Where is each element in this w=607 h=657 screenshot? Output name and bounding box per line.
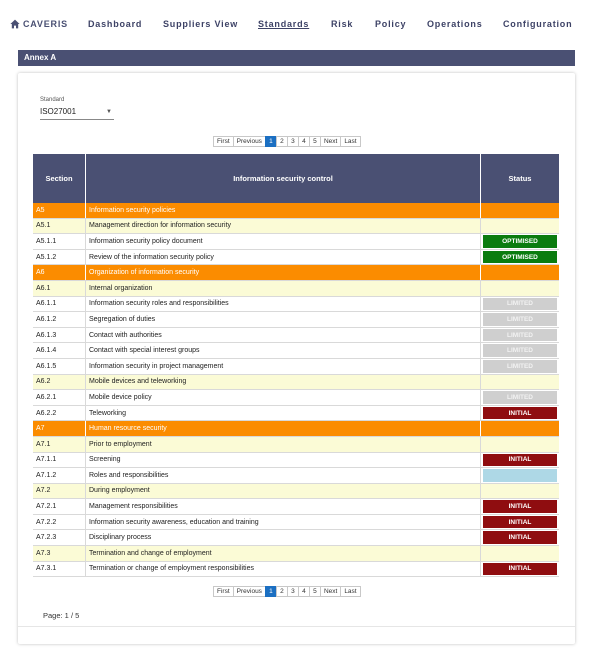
pager-previous[interactable]: Previous (233, 586, 266, 597)
row-control: Review of the information security policy (86, 250, 481, 265)
page-info: Page: 1 / 5 (43, 611, 80, 620)
row-section: A6.2.1 (33, 390, 86, 405)
status-badge: INITIAL (483, 563, 557, 576)
row-control: Mobile device policy (86, 390, 481, 405)
row-control: Information security policy document (86, 234, 481, 249)
pager-page-1[interactable]: 1 (265, 586, 277, 597)
row-control: Prior to employment (86, 437, 481, 452)
row-status-cell (481, 562, 559, 577)
status-badge: OPTIMISED (483, 235, 557, 248)
nav-policy[interactable]: Policy (375, 19, 407, 29)
pager-last[interactable]: Last (340, 136, 360, 147)
status-badge: INITIAL (483, 516, 557, 529)
row-status-cell (481, 390, 559, 405)
row-section: A7 (33, 421, 86, 436)
brand[interactable] (10, 0, 68, 48)
row-control: Information security roles and responsibilities (86, 297, 481, 312)
row-status-cell (481, 375, 559, 390)
table-row[interactable] (33, 546, 559, 562)
pager-next[interactable]: Next (320, 136, 341, 147)
caret-down-icon: ▼ (106, 109, 112, 115)
nav-suppliers-view[interactable]: Suppliers View (163, 19, 239, 29)
annex-title: Annex A (18, 50, 575, 66)
row-status-cell (481, 265, 559, 280)
pagination-top (213, 136, 360, 147)
pager-page-3[interactable]: 3 (287, 586, 299, 597)
row-status-cell (481, 406, 559, 421)
row-status-cell (481, 530, 559, 545)
row-status-cell (481, 297, 559, 312)
row-status-cell (481, 250, 559, 265)
table-row[interactable] (33, 406, 559, 422)
row-section: A7.2 (33, 484, 86, 499)
pager-page-5[interactable]: 5 (309, 586, 321, 597)
pager-last[interactable]: Last (340, 586, 360, 597)
row-section: A7.1.2 (33, 468, 86, 483)
table-row[interactable] (33, 515, 559, 531)
status-badge: LIMITED (483, 360, 557, 373)
row-status-cell (481, 484, 559, 499)
controls-table (33, 154, 559, 577)
row-status-cell (481, 499, 559, 514)
row-status-cell (481, 234, 559, 249)
standards-card (18, 73, 575, 644)
row-status-cell (481, 359, 559, 374)
row-section: A6.2 (33, 375, 86, 390)
row-control: Termination and change of employment (86, 546, 481, 561)
row-status-cell (481, 219, 559, 234)
row-section: A5.1.1 (33, 234, 86, 249)
table-row[interactable] (33, 421, 559, 437)
row-section: A6.1.2 (33, 312, 86, 327)
row-control: Human resource security (86, 421, 481, 436)
row-control: Information security awareness, education and training (86, 515, 481, 530)
row-status-cell (481, 203, 559, 218)
status-badge: LIMITED (483, 329, 557, 342)
home-icon (10, 19, 20, 29)
nav-standards[interactable]: Standards (258, 19, 310, 29)
table-row[interactable] (33, 484, 559, 500)
pager-page-1[interactable]: 1 (265, 136, 277, 147)
row-section: A7.2.1 (33, 499, 86, 514)
table-row[interactable] (33, 562, 559, 578)
row-section: A6.1 (33, 281, 86, 296)
header-status: Status (508, 174, 532, 183)
row-control: Disciplinary process (86, 530, 481, 545)
row-control: Segregation of duties (86, 312, 481, 327)
status-badge: LIMITED (483, 391, 557, 404)
row-control: During employment (86, 484, 481, 499)
card-divider (18, 626, 575, 627)
table-row[interactable] (33, 265, 559, 281)
status-badge: LIMITED (483, 298, 557, 311)
table-row[interactable] (33, 359, 559, 375)
table-row[interactable] (33, 234, 559, 250)
row-status-cell (481, 468, 559, 483)
brand-label: CAVERIS (23, 19, 68, 29)
table-row[interactable] (33, 453, 559, 469)
row-status-cell (481, 437, 559, 452)
top-nav (0, 0, 607, 48)
nav-dashboard[interactable]: Dashboard (88, 19, 143, 29)
standard-label: Standard (40, 97, 65, 103)
pagination-bottom (213, 586, 360, 597)
row-status-cell (481, 328, 559, 343)
header-control: Information security control (86, 154, 481, 203)
table-row[interactable] (33, 390, 559, 406)
row-section: A5 (33, 203, 86, 218)
row-section: A6.1.3 (33, 328, 86, 343)
standard-value: ISO27001 (40, 107, 77, 116)
row-control: Management responsibilities (86, 499, 481, 514)
row-status-cell (481, 343, 559, 358)
status-badge (483, 469, 557, 482)
table-row[interactable] (33, 437, 559, 453)
row-control: Contact with special interest groups (86, 343, 481, 358)
status-badge: OPTIMISED (483, 251, 557, 264)
pager-next[interactable]: Next (320, 586, 341, 597)
row-section: A6.2.2 (33, 406, 86, 421)
status-badge: INITIAL (483, 454, 557, 467)
row-control: Information security policies (86, 203, 481, 218)
row-status-cell (481, 546, 559, 561)
row-status-cell (481, 281, 559, 296)
row-section: A7.3.1 (33, 562, 86, 577)
row-control: Roles and responsibilities (86, 468, 481, 483)
table-row[interactable] (33, 468, 559, 484)
pager-first[interactable]: First (213, 586, 234, 597)
table-body (33, 203, 559, 577)
pager-page-4[interactable]: 4 (298, 136, 310, 147)
row-section: A6.1.5 (33, 359, 86, 374)
nav-operations[interactable]: Operations (427, 19, 483, 29)
table-header (33, 154, 559, 203)
status-badge: INITIAL (483, 500, 557, 513)
row-status-cell (481, 453, 559, 468)
table-row[interactable] (33, 281, 559, 297)
nav-risk[interactable]: Risk (331, 19, 354, 29)
pager-page-2[interactable]: 2 (276, 586, 288, 597)
row-control: Screening (86, 453, 481, 468)
table-row[interactable] (33, 219, 559, 235)
row-control: Internal organization (86, 281, 481, 296)
table-row[interactable] (33, 499, 559, 515)
row-section: A6.1.1 (33, 297, 86, 312)
row-status-cell (481, 312, 559, 327)
row-section: A5.1 (33, 219, 86, 234)
pager-page-3[interactable]: 3 (287, 136, 299, 147)
header-section: Section (33, 154, 86, 203)
row-control: Termination or change of employment responsibilities (86, 562, 481, 577)
row-control: Information security in project management (86, 359, 481, 374)
row-section: A5.1.2 (33, 250, 86, 265)
row-section: A7.2.2 (33, 515, 86, 530)
table-row[interactable] (33, 250, 559, 266)
table-row[interactable] (33, 375, 559, 391)
row-section: A6.1.4 (33, 343, 86, 358)
row-section: A7.3 (33, 546, 86, 561)
table-row[interactable] (33, 312, 559, 328)
pager-page-5[interactable]: 5 (309, 136, 321, 147)
row-control: Management direction for information security (86, 219, 481, 234)
table-row[interactable] (33, 203, 559, 219)
row-control: Teleworking (86, 406, 481, 421)
table-row[interactable] (33, 343, 559, 359)
row-section: A7.2.3 (33, 530, 86, 545)
status-badge: INITIAL (483, 407, 557, 420)
status-badge: LIMITED (483, 313, 557, 326)
standard-select[interactable] (40, 107, 114, 120)
row-section: A6 (33, 265, 86, 280)
row-section: A7.1.1 (33, 453, 86, 468)
status-badge: INITIAL (483, 531, 557, 544)
row-control: Organization of information security (86, 265, 481, 280)
pager-page-4[interactable]: 4 (298, 586, 310, 597)
pager-first[interactable]: First (213, 136, 234, 147)
row-status-cell (481, 421, 559, 436)
table-row[interactable] (33, 297, 559, 313)
row-status-cell (481, 515, 559, 530)
row-control: Mobile devices and teleworking (86, 375, 481, 390)
row-section: A7.1 (33, 437, 86, 452)
pager-page-2[interactable]: 2 (276, 136, 288, 147)
status-badge: LIMITED (483, 344, 557, 357)
pager-previous[interactable]: Previous (233, 136, 266, 147)
table-row[interactable] (33, 328, 559, 344)
table-row[interactable] (33, 530, 559, 546)
nav-configuration[interactable]: Configuration (503, 19, 573, 29)
row-control: Contact with authorities (86, 328, 481, 343)
